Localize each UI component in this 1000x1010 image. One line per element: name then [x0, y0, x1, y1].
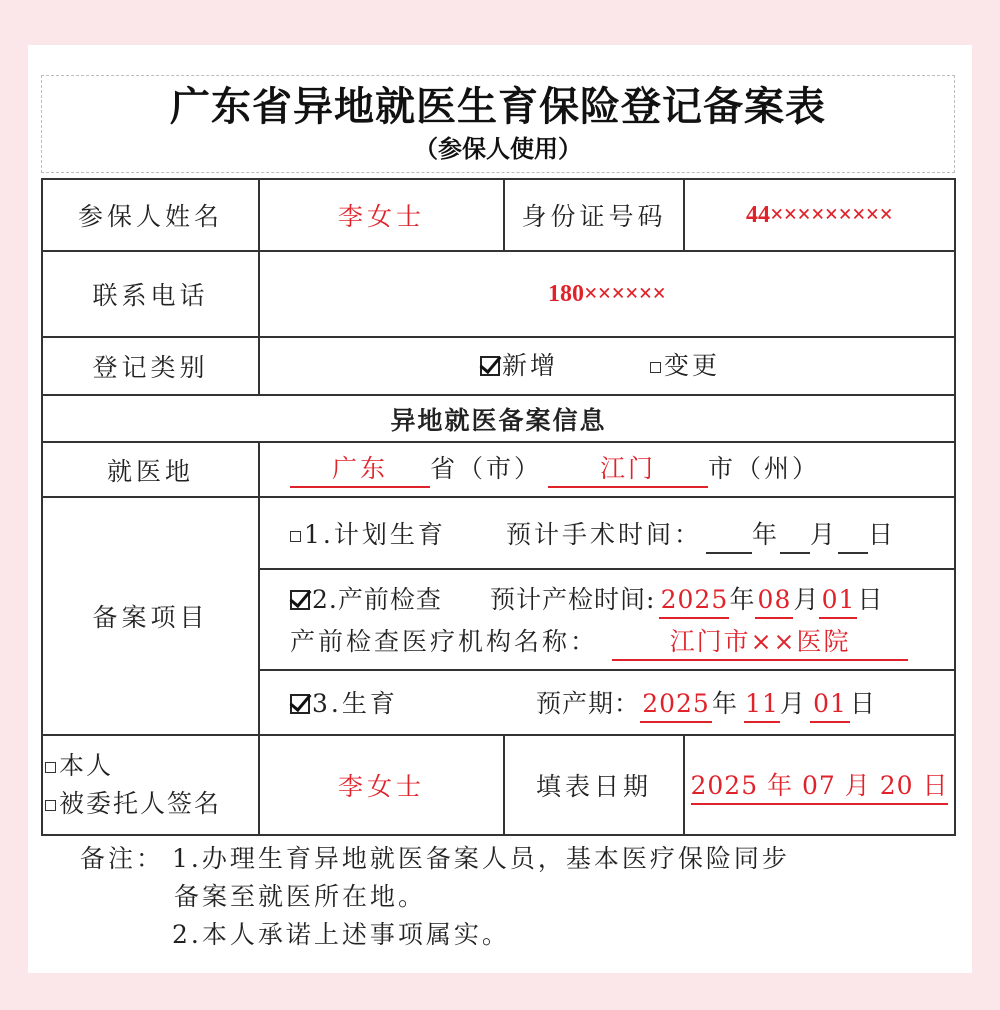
notes-line1: 1.办理生育异地就医备案人员，基本医疗保险同步: [172, 844, 790, 873]
notes-line3: 2.本人承诺上述事项属实。: [172, 920, 510, 949]
name-label: 参保人姓名: [77, 202, 223, 231]
sign-option-self[interactable]: 本人: [45, 749, 113, 783]
city-value: 江门: [548, 452, 708, 488]
notes-label: 备注：: [80, 844, 165, 873]
date-value: 2025 年 07 月 20 日: [691, 766, 949, 805]
option-change[interactable]: [650, 349, 720, 383]
item3-due: 预产期：2025年 11月 01 日: [536, 687, 876, 723]
checkbox-empty-icon[interactable]: [290, 531, 301, 542]
id-value: 44×××××××××: [745, 201, 894, 228]
item2-name[interactable]: 2.产前检查: [290, 583, 442, 617]
section-title: 异地就医备案信息: [390, 405, 607, 435]
signature-value: 李女士: [337, 772, 425, 801]
item1-time: 预计手术时间： 年 月 日: [506, 518, 896, 554]
check-icon[interactable]: [290, 590, 310, 610]
type-label: 登记类别: [92, 353, 209, 382]
check-icon[interactable]: [480, 356, 500, 376]
checkbox-empty-icon[interactable]: [650, 362, 661, 373]
title-box: [41, 75, 955, 173]
place-label: 就医地: [106, 456, 194, 486]
item3-name[interactable]: 3.生育: [290, 687, 398, 721]
table-border-right: [954, 178, 956, 836]
province-value: 广东: [290, 452, 430, 488]
sign-option-agent[interactable]: 被委托人签名: [45, 787, 221, 821]
name-value: 李女士: [337, 202, 425, 231]
date-cell: [685, 736, 954, 834]
item1-year-blank[interactable]: [706, 518, 752, 554]
phone-value: 180××××××: [547, 280, 667, 307]
province-suffix: 省（市）: [430, 454, 543, 483]
checkbox-empty-icon[interactable]: [45, 762, 56, 773]
option-new-label: 新增: [502, 351, 559, 380]
form-sheet: [28, 45, 972, 973]
option-change-label: 变更: [664, 351, 721, 380]
item1-name[interactable]: 1.计划生育: [290, 518, 446, 552]
city-suffix: 市（州）: [708, 454, 821, 483]
item2-time: 预计产检时间: 2025年08月01日: [490, 583, 883, 619]
phone-label: 联系电话: [92, 281, 209, 310]
check-icon[interactable]: [290, 694, 310, 714]
option-new[interactable]: [480, 349, 558, 383]
items-label: 备案项目: [92, 603, 209, 632]
checkbox-empty-icon[interactable]: [45, 800, 56, 811]
item2-org: 产前检查医疗机构名称： 江门市××医院: [290, 625, 908, 661]
item1-month-blank[interactable]: [780, 518, 810, 554]
table-line: [258, 669, 956, 671]
form-title: 广东省异地就医生育保险登记备案表: [170, 84, 826, 130]
form-subtitle: （参保人使用）: [414, 135, 582, 163]
notes-line2: 备案至就医所在地。: [174, 882, 427, 911]
item1-day-blank[interactable]: [838, 518, 868, 554]
id-label: 身份证号码: [521, 202, 667, 231]
date-label: 填表日期: [535, 772, 652, 801]
place-value: [290, 452, 820, 488]
table-line: [258, 568, 956, 570]
item2-org-value: 江门市××医院: [612, 625, 908, 661]
table-border-bottom: [41, 834, 956, 836]
